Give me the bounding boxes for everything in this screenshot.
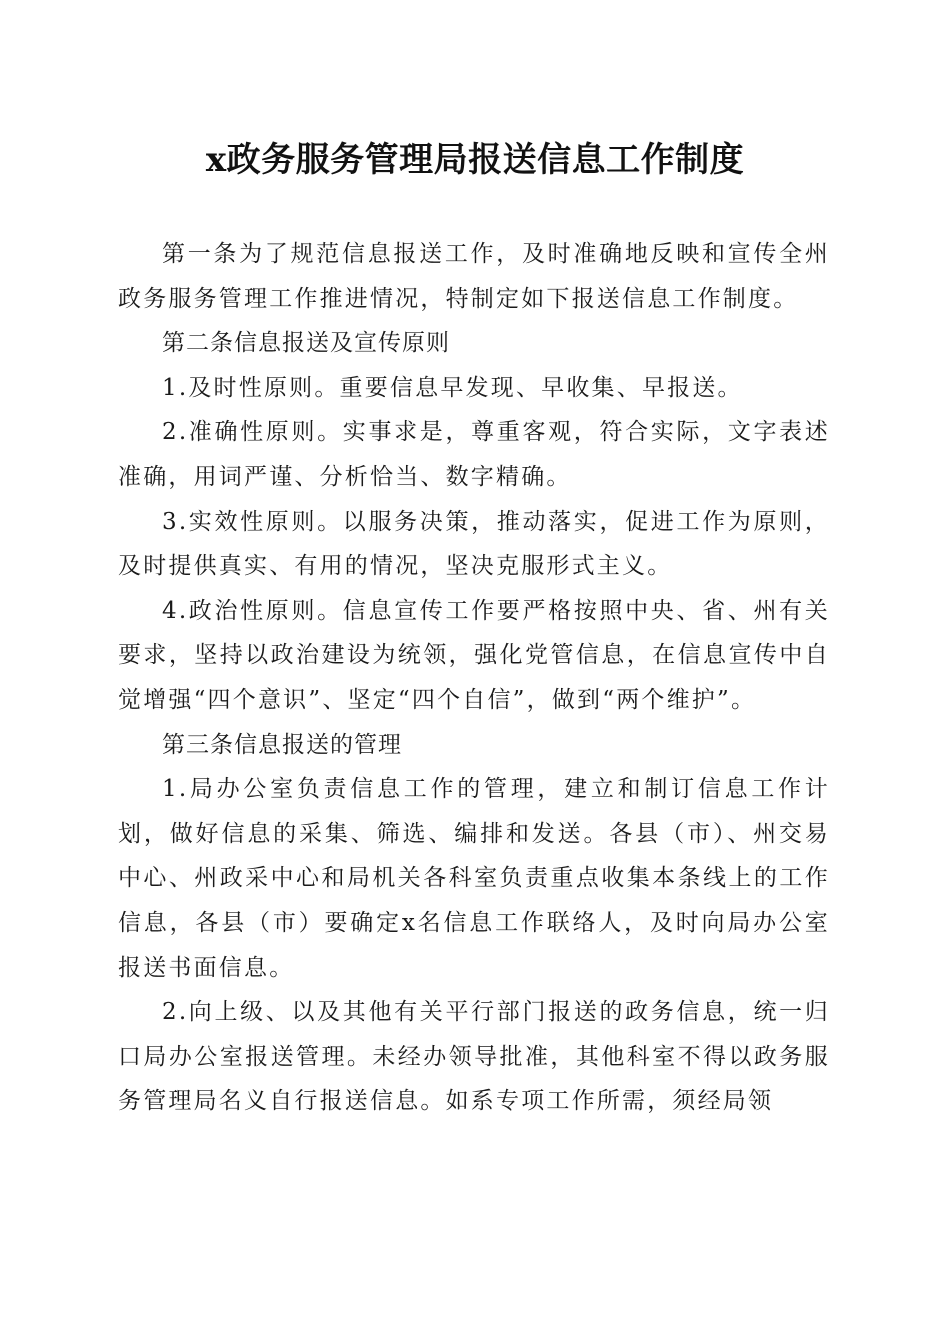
paragraph-management-1: 1.局办公室负责信息工作的管理，建立和制订信息工作计划，做好信息的采集、筛选、编排和发送。各县（市）、州交易中心、州政采中心和局机关各科室负责重点收集本条线上的工作信息，各县（市）要确定x名信息工作联络人，及时向局办公室报送书面信息。 [118,776,830,981]
document-body [118,232,830,1124]
paragraph-principle-1: 1.及时性原则。重要信息早发现、早收集、早报送。 [162,374,743,401]
paragraph-article-1: 第一条为了规范信息报送工作，及时准确地反映和宣传全州政务服务管理工作推进情况，特制定如下报送信息工作制度。 [118,241,830,312]
document-title: x政务服务管理局报送信息工作制度 [205,140,745,180]
paragraph-principle-2: 2.准确性原则。实事求是，尊重客观，符合实际，文字表述准确，用词严谨、分析恰当、数字精确。 [118,419,830,490]
heading-article-2: 第二条信息报送及宣传原则 [162,330,450,357]
paragraph-principle-4: 4.政治性原则。信息宣传工作要严格按照中央、省、州有关要求，坚持以政治建设为统领，强化党管信息，在信息宣传中自觉增强“四个意识”、坚定“四个自信”，做到“两个维护”。 [118,597,830,713]
paragraph-principle-3: 3.实效性原则。以服务决策，推动落实，促进工作为原则，及时提供真实、有用的情况，坚决克服形式主义。 [118,508,830,580]
paragraph-management-2: 2.向上级、以及其他有关平行部门报送的政务信息，统一归口局办公室报送管理。未经办领导批准，其他科室不得以政务服务管理局名义自行报送信息。如系专项工作所需，须经局领 [118,999,830,1115]
heading-article-3: 第三条信息报送的管理 [162,731,402,758]
